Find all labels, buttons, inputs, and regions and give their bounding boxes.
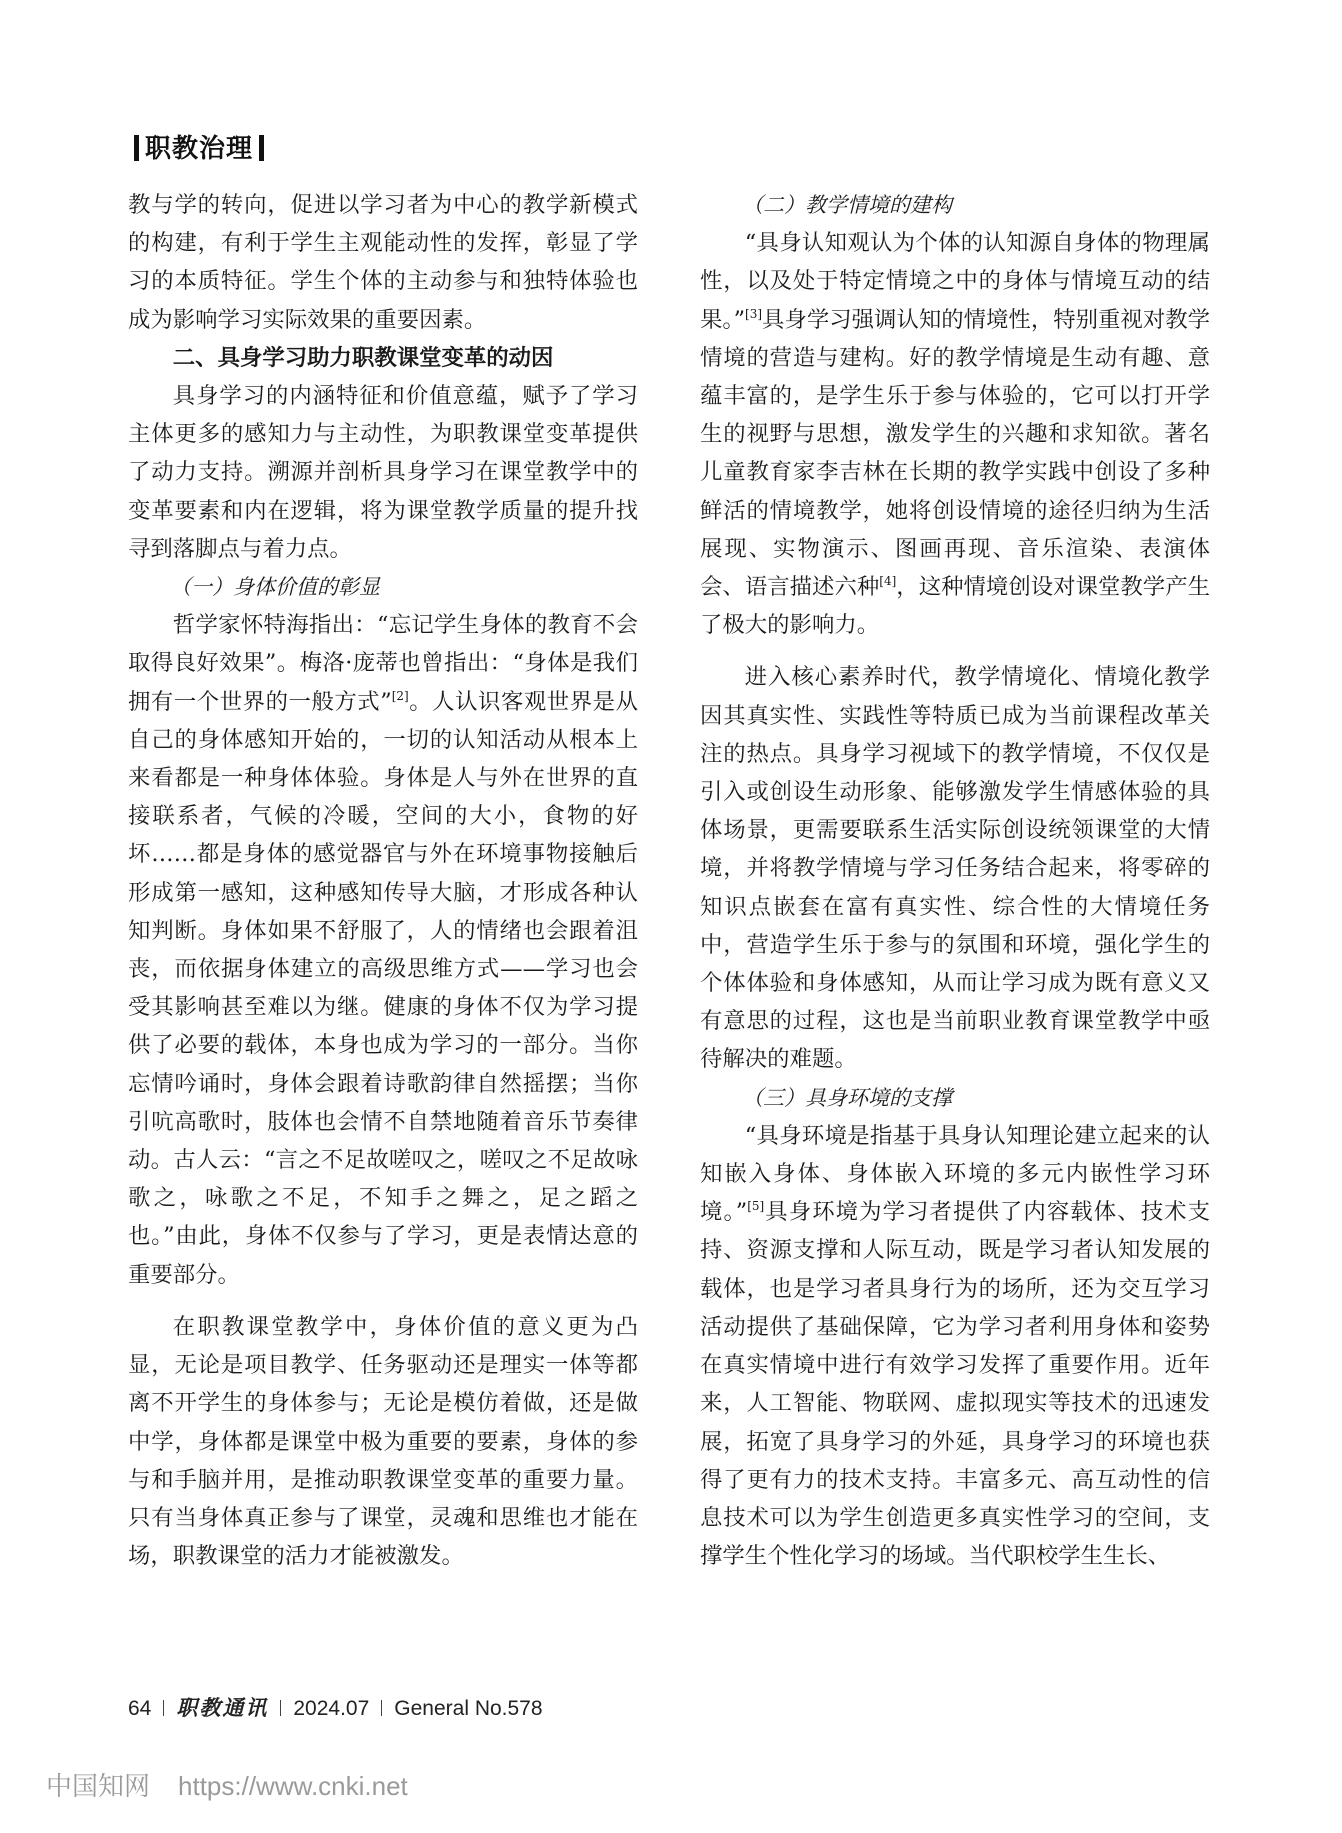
citation-ref: [2] [391, 688, 409, 703]
citation-ref: [5] [747, 1199, 765, 1214]
paragraph-embodied-environment [700, 1117, 1210, 1575]
right-column [700, 186, 1210, 1575]
subheading-body-value: （一）身体价值的彰显 [170, 575, 380, 600]
watermark-url: https://www.cnki.net [178, 1771, 408, 1801]
tag-bar-left [134, 135, 139, 161]
text-run: “具身认知观认为个体的认知源自身体的物理属性，以及处于特定情境之中的身体与情境互动的结果。” [700, 230, 1210, 333]
subheading-teaching-context: （二）教学情境的建构 [742, 193, 952, 217]
paragraph-section-2: 具身学习的内涵特征和价值意蕴，赋予了学习主体更多的感知力与主动性，为职教课堂变革提供了动力支持。溯源并剖析具身学习在课堂教学中的变革要素和内在逻辑，将为课堂教学质量的提升找寻到落脚点与着力点。 [128, 383, 638, 562]
journal-name: 职教通讯 [176, 1695, 269, 1720]
paragraph-intro: 教与学的转向，促进以学习者为中心的教学新模式的构建，有利于学生主观能动性的发挥，彰显了学习的本质特征。学生个体的主动参与和独特体验也成为影响学习实际效果的重要因素。 [128, 192, 638, 333]
paragraph-teaching-context-2: 进入核心素养时代，教学情境化、情境化教学因其真实性、实践性等特质已成为当前课程改革关注的热点。具身学习视域下的教学情境，不仅仅是引入或创设生动形象、能够激发学生情感体验的具体场景，更需要联系生活实际创设统领课堂的大情境，并将教学情境与学习任务结合起来，将零碎的知识点嵌套在富有真实性、综合性的大情境任务中，营造学生乐于参与的氛围和环境，强化学生的个体体验和身体感知，从而让学习成为既有意义又有意思的过程，这也是当前职业教育课堂教学中亟待解决的难题。 [700, 664, 1210, 1073]
tag-bar-right [259, 135, 264, 161]
text-run: “具身环境是指基于具身认知理论建立起来的认知嵌入身体、身体嵌入环境的多元内嵌性学习环境。” [700, 1122, 1210, 1226]
left-column [128, 186, 638, 1575]
text-run: 哲学家怀特海指出：“忘记学生身体的教育不会取得良好效果”。梅洛·庞蒂也曾指出：“身体是我们拥有一个世界的一般方式” [128, 612, 638, 715]
paragraph-body-value-2: 在职教课堂教学中，身体价值的意义更为凸显，无论是项目教学、任务驱动还是理实一体等都离不开学生的身体参与；无论是模仿着做，还是做中学，身体都是课堂中极为重要的要素，身体的参与和手脑并用，是推动职教课堂变革的重要力量。只有当身体真正参与了课堂，灵魂和思维也才能在场，职教课堂的活力才能被激发。 [128, 1313, 638, 1570]
citation-ref: [3] [745, 306, 763, 321]
subheading-embodied-environment: （三）具身环境的支撑 [742, 1085, 952, 1110]
text-run: 具身学习强调认知的情境性，特别重视对教学情境的营造与建构。好的教学情境是生动有趣、意蕴丰富的，是学生乐于参与体验的，它可以打开学生的视野与思想，激发学生的兴趣和求知欲。著名儿童教育家李吉林在长期的教学实践中创设了多种鲜活的情境教学，她将创设情境的途径归纳为生活展现、实物演示、图画再现、音乐渲染、表演体会、语言描述六种 [700, 306, 1211, 601]
text-run: ，这种情境创设对课堂教学产生了极大的影响力。 [700, 574, 1211, 639]
page-number: 64 [128, 1697, 152, 1720]
text-run: 。人认识客观世界是从自己的身体感知开始的，一切的认知活动从根本上来看都是一种身体体验。身体是人与外在世界的直接联系者，气候的冷暖，空间的大小，食物的好坏……都是身体的感觉器官与外在环境事物接触后形成第一感知，这种感知传导大脑，才形成各种认知判断。身体如果不舒服了，人的情绪也会跟着沮丧，而依据身体建立的高级思维方式——学习也会受其影响甚至难以为继。健康的身体不仅为学习提供了必要的载体，本身也成为学习的一部分。当你忘情吟诵时，身体会跟着诗歌韵律自然摇摆；当你引吭高歌时，肢体也会情不自禁地随着音乐节奏律动。古人云：“言之不足故嗟叹之，嗟叹之不足故咏歌之，咏歌之不足，不知手之舞之，足之蹈之也。”由此，身体不仅参与了学习，更是表情达意的重要部分。 [128, 688, 638, 1288]
footer-divider [163, 1700, 164, 1716]
section-tag [128, 128, 270, 165]
citation-ref: [4] [879, 574, 897, 589]
issue-date: 2024.07 [293, 1697, 370, 1720]
page-footer [128, 1692, 543, 1722]
paragraph-teaching-context-1 [700, 224, 1210, 644]
text-run: 具身环境为学习者提供了内容载体、技术支持、资源支撑和人际互动，既是学习者认知发展的载体，也是学习者具身行为的场所，还为交互学习活动提供了基础保障，它为学习者利用身体和姿势在真实情境中进行有效学习发挥了重要作用。近年来，人工智能、物联网、虚拟现实等技术的迅速发展，拓宽了具身学习的外延，具身学习的环境也获得了更有力的技术支持。丰富多元、高互动性的信息技术可以为学生创造更多真实性学习的空间，支撑学生个性化学习的场域。当代职校学生生长、 [700, 1199, 1211, 1570]
heading-section-2: 二、具身学习助力职教课堂变革的动因 [172, 344, 554, 371]
paragraph-body-value-1 [128, 606, 638, 1294]
section-tag-text: 职教治理 [145, 134, 254, 164]
general-number: General No.578 [394, 1697, 543, 1720]
footer-divider [280, 1700, 281, 1716]
watermark-site-name: 中国知网 [46, 1771, 151, 1801]
cnki-watermark [46, 1766, 408, 1803]
footer-divider [381, 1700, 382, 1716]
